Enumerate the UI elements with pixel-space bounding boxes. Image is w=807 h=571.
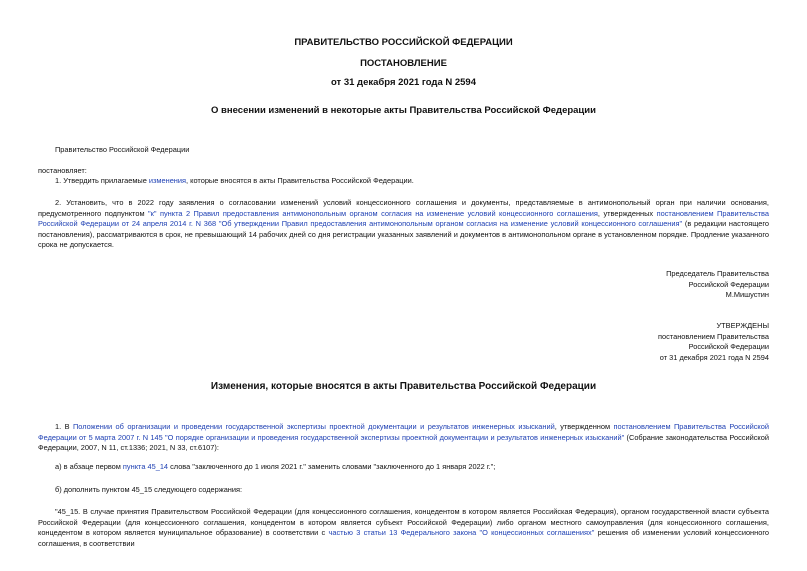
- change-1-text-1: 1. В: [55, 422, 73, 431]
- item-1: [55, 176, 414, 187]
- changes-heading: Изменения, которые вносятся в акты Правительства Российской Федерации: [210, 381, 597, 392]
- preamble-line: Правительство Российской Федерации: [55, 145, 190, 154]
- change-1-text-3: (Собрание законодательства Российской Федерации, 2007, N 11, ст.1336; 2021, N 33, ст.6107):: [38, 432, 769, 453]
- signature-position: Председатель Правительства: [666, 269, 769, 278]
- change-1: [38, 422, 769, 454]
- signature-country: Российской Федерации: [688, 279, 769, 289]
- paragraph-45-15: [38, 507, 769, 549]
- document-type: ПОСТАНОВЛЕНИЕ: [360, 58, 447, 69]
- document-title: О внесении изменений в некоторые акты Правительства Российской Федерации: [211, 105, 596, 116]
- item-2-text-2: , утвержденных: [597, 208, 657, 218]
- paragraph-45-15-text-1: "45_15. В случае принятия Правительством Российской Федерации (для концессионного соглашения, концедентом в котором является Российская Федерация), органом государственной власти субъекта Российской Федерации (для концессионного соглашения, концедентом в котором является субъект Российской Федерации) либо органом местного самоуправления (для концессионного соглашения, концедентом в котором является муниципальное образование) в соответствии с: [38, 507, 769, 538]
- decree-145-link[interactable]: постановлением Правительства Российской Федерации от 5 марта 2007 г. N 145 "О порядке организации и проведения государственной экспертизы проектной документации и результатов инженерных изысканий": [38, 422, 769, 442]
- approval-date: от 31 декабря 2021 года N 2594: [659, 352, 769, 362]
- approval-country: Российской Федерации: [688, 342, 769, 352]
- approval-word: УТВЕРЖДЕНЫ: [716, 321, 769, 330]
- concession-law-link[interactable]: частью 3 статьи 13 Федерального закона "О концессионных соглашениях": [328, 528, 595, 538]
- decree-368-link[interactable]: постановлением Правительства Российской Федерации от 24 апреля 2014 г. N 368 "Об утверждении Правил предоставления антимонопольным органом согласия на изменение условий концессионного соглашения": [38, 208, 770, 229]
- point-45-14-link[interactable]: пункта 45_14: [122, 462, 169, 471]
- subitem-a: [55, 462, 495, 473]
- changes-link[interactable]: изменения: [148, 176, 187, 185]
- item-2-text-3: (в редакции настоящего постановления), рассматриваются в срок, не превышающий 14 рабочих дней со дня регистрации указанных заявлений и документов в антимонопольном органе в установленном порядке. Продление указанного срока не допускается.: [38, 219, 769, 250]
- item-2-text-1: 2. Установить, что в 2022 году заявления о согласовании изменений условий концессионного соглашения и документы, представляемые в антимонопольный орган при наличии основания, предусмотренного подпунктом: [38, 198, 769, 218]
- change-1-text-2: , утвержденном: [554, 422, 614, 431]
- subitem-a-text-after: слова "заключенного до 1 июля 2021 г." заменить словами "заключенного до 1 января 2022 г.";: [168, 462, 496, 471]
- subitem-b: б) дополнить пунктом 45_15 следующего содержания:: [55, 485, 243, 494]
- signature-name: М.Мишустин: [725, 290, 769, 300]
- item-1-text-before: 1. Утвердить прилагаемые: [55, 176, 149, 185]
- rules-subpoint-link[interactable]: "к" пункта 2 Правил предоставления антимонопольным органом согласия на изменение условий концессионного соглашения: [148, 208, 598, 218]
- item-1-text-after: , которые вносятся в акты Правительства Российской Федерации.: [186, 176, 414, 185]
- expertise-regulation-link[interactable]: Положении об организации и проведении государственной экспертизы проектной документации и результатов инженерных изысканий: [73, 422, 555, 431]
- government-heading: ПРАВИТЕЛЬСТВО РОССИЙСКОЙ ФЕДЕРАЦИИ: [294, 37, 513, 48]
- approval-by: постановлением Правительства: [658, 331, 769, 341]
- approval-stamp: [658, 321, 769, 363]
- signature-block: [666, 269, 769, 301]
- preamble-decree: постановляет:: [38, 166, 87, 175]
- paragraph-45-15-text-2: решения об изменении условий концессионного соглашения, в соответствии: [38, 528, 769, 548]
- subitem-a-text-before: а) в абзаце первом: [55, 462, 123, 471]
- item-2: [38, 198, 769, 251]
- document-date-number: от 31 декабря 2021 года N 2594: [330, 77, 476, 88]
